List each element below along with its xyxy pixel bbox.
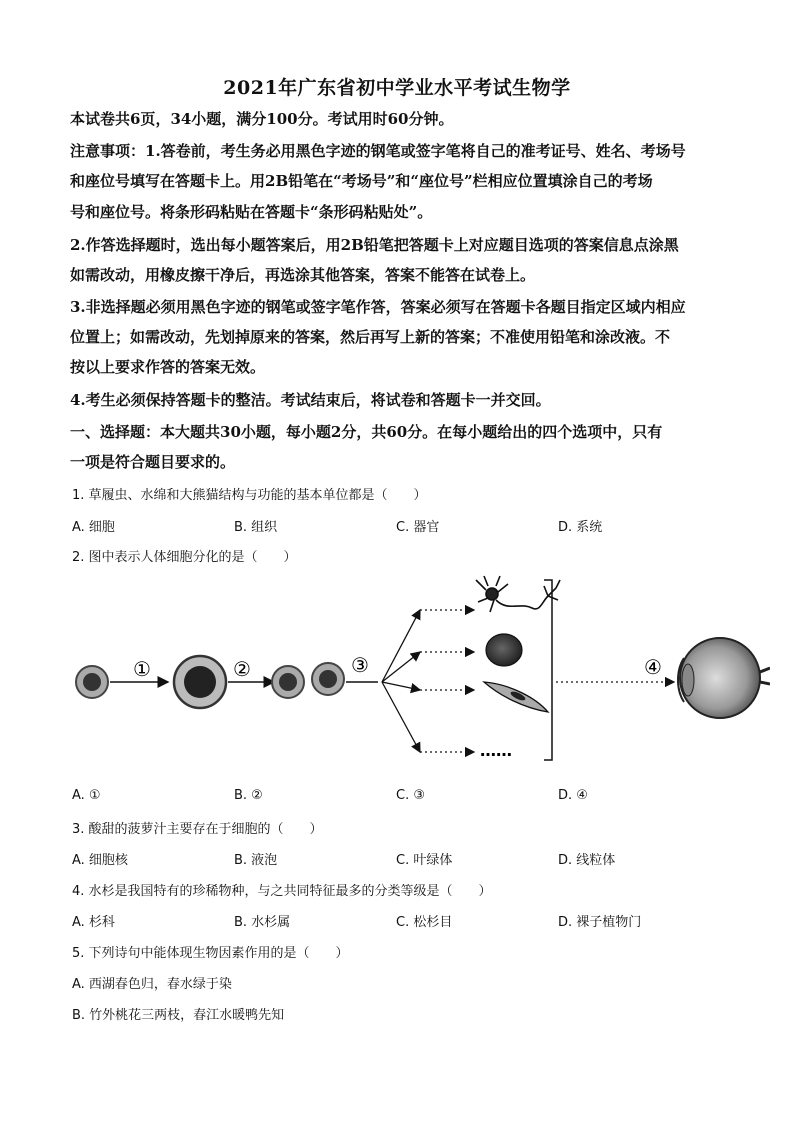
option-a: A. 细胞 [72, 520, 115, 535]
neuron-cell [476, 576, 560, 612]
blood-cell [486, 634, 522, 666]
question-stem: 3. 酸甜的菠萝汁主要存在于细胞的（ ） [72, 822, 323, 837]
question-stem: 5. 下列诗句中能体现生物因素作用的是（ ） [72, 946, 349, 961]
notes-line: 4.考生必须保持答题卡的整洁。考试结束后，将试卷和答题卡一并交回。 [70, 391, 551, 409]
option-d: D. 线粒体 [558, 853, 616, 868]
option-b: B. 水杉属 [234, 915, 291, 930]
option-a: A. 细胞核 [72, 853, 128, 868]
single-cell [76, 666, 108, 698]
page-title: 2021年广东省初中学业水平考试生物学 [223, 77, 571, 99]
option-c: C. 松杉目 [396, 915, 453, 930]
option-a: A. 杉科 [72, 915, 115, 930]
cell-differentiation-diagram [70, 572, 770, 772]
option-d: D. 裸子植物门 [558, 915, 642, 930]
muscle-cell [484, 682, 548, 712]
option-c: C. ③ [396, 788, 425, 803]
section-heading: 一、选择题：本大题共30小题，每小题2分，共60分。在每小题给出的四个选项中，只有 [70, 423, 663, 441]
option-c: C. 叶绿体 [396, 853, 453, 868]
notes-line: 位置上；如需改动，先划掉原来的答案，然后再写上新的答案；不准使用铅笔和涂改液。不 [70, 328, 671, 346]
option-a: A. ① [72, 788, 101, 803]
bracket [544, 580, 552, 760]
question-stem: 2. 图中表示人体细胞分化的是（ ） [72, 550, 297, 565]
more-cells-ellipsis: …… [480, 741, 512, 760]
option-b: B. 液泡 [234, 853, 278, 868]
notes-line: 3.非选择题必须用黑色字迹的钢笔或签字笔作答，答案必须写在答题卡各题目指定区域内相应 [70, 298, 686, 316]
option-d: D. ④ [558, 788, 588, 803]
label-2: ② [233, 657, 251, 681]
option-b: B. ② [234, 788, 263, 803]
divided-cells [272, 663, 344, 698]
grown-cell [174, 656, 226, 708]
notes-line: 如需改动，用橡皮擦干净后，再选涂其他答案，答案不能答在试卷上。 [70, 266, 536, 284]
branch-arrows [382, 610, 474, 752]
label-3: ③ [351, 653, 369, 677]
notes-line: 按以上要求作答的答案无效。 [70, 358, 266, 376]
option-d: D. 系统 [558, 520, 603, 535]
label-4: ④ [644, 655, 662, 679]
eye-organ [678, 638, 770, 718]
option-b: B. 竹外桃花三两枝，春江水暖鸭先知 [72, 1008, 285, 1023]
notes-line: 2.作答选择题时，选出每小题答案后，用2B铅笔把答题卡上对应题目选项的答案信息点涂黑 [70, 236, 679, 254]
notes-line: 注意事项：1.答卷前，考生务必用黑色字迹的钢笔或签字笔将自己的准考证号、姓名、考场号 [70, 142, 686, 160]
section-heading: 一项是符合题目要求的。 [70, 453, 236, 471]
question-stem: 4. 水杉是我国特有的珍稀物种，与之共同特征最多的分类等级是（ ） [72, 884, 492, 899]
notes-line: 和座位号填写在答题卡上。用2B铅笔在“考场号”和“座位号”栏相应位置填涂自己的考场 [70, 172, 653, 190]
option-c: C. 器官 [396, 520, 440, 535]
option-b: B. 组织 [234, 520, 278, 535]
option-a: A. 西湖春色归，春水绿于染 [72, 977, 232, 992]
notes-line: 号和座位号。将条形码粘贴在答题卡“条形码粘贴处”。 [70, 203, 433, 221]
label-1: ① [133, 657, 151, 681]
exam-intro: 本试卷共6页，34小题，满分100分。考试用时60分钟。 [70, 110, 454, 128]
question-stem: 1. 草履虫、水绵和大熊猫结构与功能的基本单位都是（ ） [72, 488, 427, 503]
